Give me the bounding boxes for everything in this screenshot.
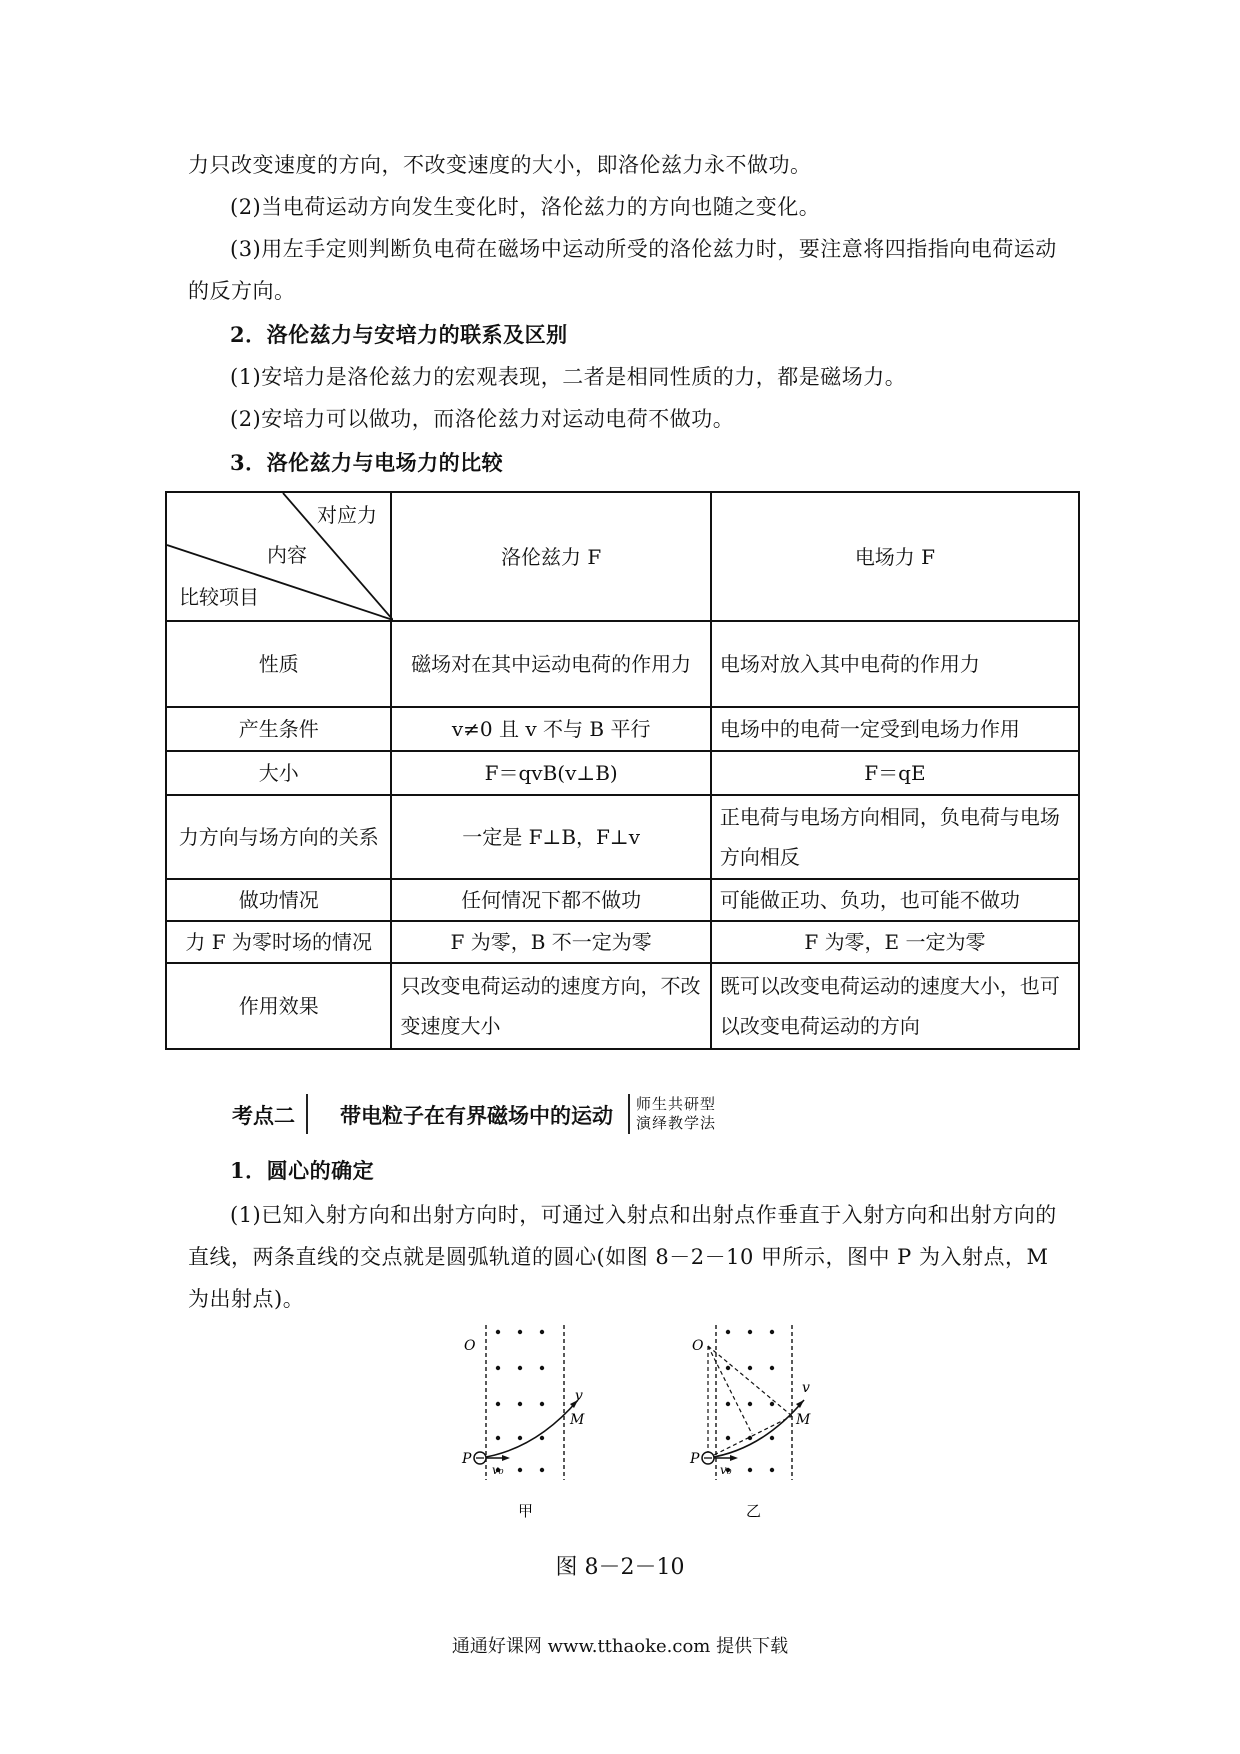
paragraph-2: (2)当电荷运动方向发生变化时，洛伦兹力的方向也随之变化。 — [230, 195, 821, 219]
page-footer: 通通好课网 www.tthaoke.com 提供下载 — [451, 1636, 789, 1657]
paragraph-continuation: 力只改变速度的方向，不改变速度的大小，即洛伦兹力永不做功。 — [188, 153, 812, 177]
fig-right-label-p: P — [690, 1451, 700, 1467]
table-cell-item: 力 F 为零时场的情况 — [166, 921, 391, 963]
diag-label-top: 对应力 — [317, 503, 377, 527]
table-row — [166, 921, 1079, 963]
table-cell-item: 大小 — [166, 751, 391, 795]
table-cell-lorentz: 任何情况下都不做功 — [391, 879, 710, 921]
fig-right-label-v0: v₀ — [720, 1463, 732, 1477]
table-cell-electric: 既可以改变电荷运动的速度大小，也可以改变电荷运动的方向 — [711, 963, 1079, 1049]
table-cell-lorentz: 一定是 F⊥B，F⊥v — [391, 795, 710, 879]
table-cell-item: 力方向与场方向的关系 — [166, 795, 391, 879]
section-tag-divider — [628, 1094, 630, 1134]
table-cell-lorentz: F＝qvB(v⊥B) — [391, 751, 710, 795]
figure-left-diagram — [474, 1325, 578, 1480]
table-row — [166, 751, 1079, 795]
diagonal-header-cell — [166, 492, 391, 621]
table-row — [166, 795, 1079, 879]
paragraph-circle-center: (1)已知入射方向和出射方向时，可通过入射点和出射点作垂直于入射方向和出射方向的直线，两条直线的交点就是圆弧轨道的圆心(如图 8－2－10 甲所示，图中 P 为入射点，M 为出射点)。 — [188, 1203, 1057, 1311]
table-cell-item: 产生条件 — [166, 707, 391, 751]
section-label: 考点二 — [232, 1103, 295, 1128]
fig-left-caption: 甲 — [518, 1502, 534, 1520]
figure-right-diagram — [702, 1325, 804, 1480]
table-cell-lorentz: v≠0 且 v 不与 B 平行 — [391, 707, 710, 751]
section-divider — [306, 1094, 308, 1134]
fig-right-caption: 乙 — [746, 1502, 762, 1520]
table-cell-electric: F 为零，E 一定为零 — [711, 921, 1079, 963]
table-cell-electric: 正电荷与电场方向相同，负电荷与电场方向相反 — [711, 795, 1079, 879]
table-header-lorentz: 洛伦兹力 F — [391, 492, 710, 621]
fig-left-label-m: M — [570, 1412, 585, 1428]
heading-circle-center: 1．圆心的确定 — [230, 1158, 375, 1183]
section-title: 带电粒子在有界磁场中的运动 — [340, 1103, 613, 1128]
fig-left-label-o: O — [464, 1338, 476, 1354]
paragraph-4: (1)安培力是洛伦兹力的宏观表现，二者是相同性质的力，都是磁场力。 — [230, 365, 907, 389]
figure-8-2-10 — [440, 1320, 820, 1530]
fig-left-label-v0: v₀ — [492, 1463, 504, 1477]
diag-label-mid: 内容 — [267, 543, 307, 567]
fig-left-label-v: v — [575, 1388, 583, 1404]
table-cell-electric: 电场对放入其中电荷的作用力 — [711, 621, 1079, 707]
fig-left-label-p: P — [462, 1451, 472, 1467]
fig-right-label-o: O — [692, 1338, 704, 1354]
table-header-electric: 电场力 F — [711, 492, 1079, 621]
table-cell-lorentz: F 为零，B 不一定为零 — [391, 921, 710, 963]
paragraph-3: (3)用左手定则判断负电荷在磁场中运动所受的洛伦兹力时，要注意将四指指向电荷运动的反方向。 — [188, 237, 1057, 303]
comparison-table — [165, 491, 1080, 1050]
table-row — [166, 963, 1079, 1049]
section-tag-line2: 演绎教学法 — [636, 1114, 717, 1132]
table-cell-item: 性质 — [166, 621, 391, 707]
figure-caption: 图 8－2－10 — [555, 1555, 685, 1580]
heading-2: 2．洛伦兹力与安培力的联系及区别 — [230, 322, 568, 347]
table-row — [166, 707, 1079, 751]
diag-label-bottom: 比较项目 — [179, 585, 259, 609]
table-cell-electric: 可能做正功、负功，也可能不做功 — [711, 879, 1079, 921]
table-row — [166, 621, 1079, 707]
fig-right-label-v: v — [802, 1380, 810, 1396]
table-cell-electric: 电场中的电荷一定受到电场力作用 — [711, 707, 1079, 751]
paragraph-5: (2)安培力可以做功，而洛伦兹力对运动电荷不做功。 — [230, 407, 735, 431]
section-tag-line1: 师生共研型 — [636, 1095, 717, 1113]
table-cell-item: 作用效果 — [166, 963, 391, 1049]
fig-right-label-m: M — [796, 1412, 811, 1428]
table-row — [166, 879, 1079, 921]
table-cell-lorentz: 只改变电荷运动的速度方向，不改变速度大小 — [391, 963, 710, 1049]
table-cell-item: 做功情况 — [166, 879, 391, 921]
table-header-row — [166, 492, 1079, 621]
table-cell-electric: F＝qE — [711, 751, 1079, 795]
table-cell-lorentz: 磁场对在其中运动电荷的作用力 — [391, 621, 710, 707]
heading-3: 3．洛伦兹力与电场力的比较 — [230, 450, 504, 475]
